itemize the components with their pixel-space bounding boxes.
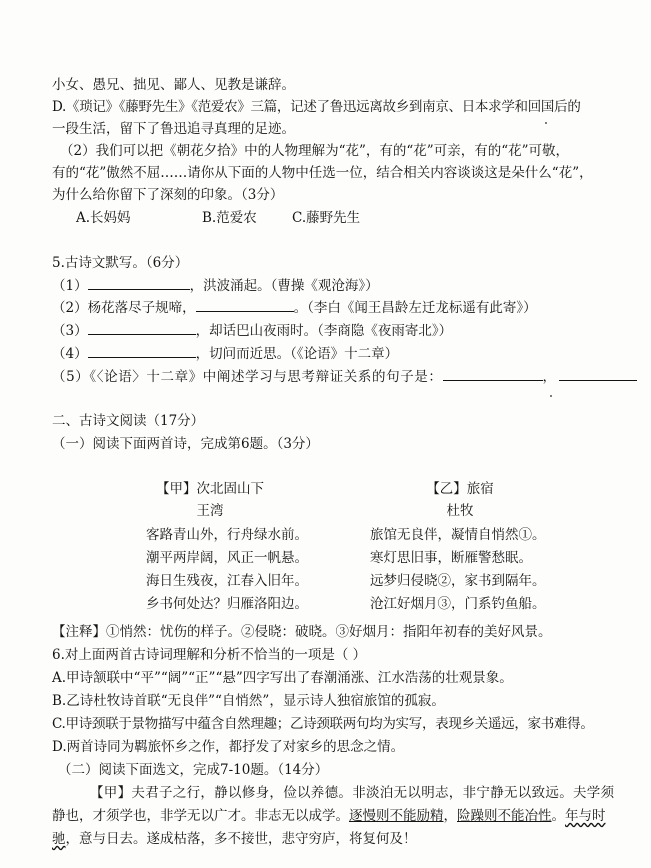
q5-5-tail: ， bbox=[542, 369, 557, 385]
q5-4-text: ，切问而近思。（《论语》十二章） bbox=[195, 346, 399, 362]
q5-3-text: ，却话巴山夜雨时。（李商隐《夜雨寄北》） bbox=[195, 323, 453, 339]
q6-option-c: C.甲诗颈联于景物描写中蕴含自然理趣；乙诗颈联两句均为实写，表现乡关遥远，家书难得。 bbox=[52, 716, 594, 732]
passage-line-2 bbox=[52, 807, 606, 825]
wavy-underlined-char: 驰 bbox=[52, 831, 66, 847]
q5-2-tail: 。（李白《闻王昌龄左迁龙标遥有此寄》） bbox=[293, 300, 537, 316]
q6-stem: 6.对上面两首古诗词理解和分析不恰当的一项是（ ） bbox=[52, 647, 367, 663]
q4-2-line3: 为什么给你留下了深刻的印象。（3分） bbox=[52, 187, 284, 203]
answer-blank-1[interactable] bbox=[88, 276, 190, 290]
poem-jia-line-3: 海日生残夜，江春入旧年。 bbox=[146, 573, 308, 589]
q5-item-2 bbox=[52, 298, 537, 317]
wavy-underlined-phrase: 年与时 bbox=[565, 808, 606, 824]
q6-option-a: A.甲诗颔联中“平”“阔”“正”“悬”四字写出了春潮涌涨、江水浩荡的壮观景象。 bbox=[52, 670, 513, 686]
poem-yi-author: 杜牧 bbox=[446, 503, 474, 519]
q5-2-text: 杨花落尽子规啼， bbox=[87, 300, 196, 316]
poem-yi-title: 【乙】旅宿 bbox=[426, 481, 494, 497]
answer-blank-5[interactable] bbox=[443, 367, 543, 381]
q6-option-b: B.乙诗杜牧诗首联“无良伴”“自悄然”，显示诗人独宿旅馆的孤寂。 bbox=[52, 693, 445, 709]
poem-yi-line-4: 沧江好烟月③，门系钓鱼船。 bbox=[370, 596, 546, 612]
q5-2-num: （2） bbox=[52, 300, 88, 316]
poem-jia-line-1: 客路青山外，行舟绿水前。 bbox=[146, 527, 308, 543]
q4-2-line2: 有的“花”傲然不屈……请你从下面的人物中任选一位，结合相关内容谈谈这是朵什么“花”， bbox=[52, 165, 593, 181]
poem-jia-line-2: 潮平两岸阔，风正一帆悬。 bbox=[146, 550, 308, 566]
answer-blank-4[interactable] bbox=[88, 344, 196, 358]
q4-option-d-line1: D.《琐记》《藤野先生》《范爱农》三篇，记述了鲁迅远离故乡到南京、日本求学和回国后的 bbox=[52, 99, 581, 115]
underlined-phrase-2: 险躁则不能冶性 bbox=[457, 808, 552, 824]
poem-jia-line-4: 乡书何处达？归雁洛阳边。 bbox=[146, 596, 308, 612]
q5-title: 5.古诗文默写。（6分） bbox=[52, 255, 189, 271]
poem-notes: 【注释】①悄然：忧伤的样子。②侵晓：破晓。③好烟月：指阳年初春的美好风景。 bbox=[52, 624, 552, 640]
q5-5-num: （5） bbox=[52, 369, 90, 385]
speck bbox=[550, 395, 552, 397]
answer-blank-6[interactable] bbox=[559, 367, 637, 381]
q5-5-text: 《〈论语〉十二章》中阐述学习与思考辩证关系的句子是： bbox=[89, 369, 443, 385]
passage-text: 静也，才须学也，非学无以广才。非志无以成学。 bbox=[52, 808, 349, 824]
poem-yi-line-3: 远梦归侵晓②，家书到隔年。 bbox=[370, 573, 546, 589]
speck bbox=[545, 122, 547, 124]
q4-option-d-line2: 一段生活，留下了鲁迅追寻真理的足迹。 bbox=[52, 121, 295, 137]
passage-line-3 bbox=[52, 830, 417, 848]
poem-yi-line-1: 旅馆无良伴，凝情自悄然①。 bbox=[370, 527, 546, 543]
answer-blank-3[interactable] bbox=[88, 321, 196, 335]
poem-jia-author: 王湾 bbox=[196, 503, 224, 519]
choice-a: A.长妈妈 bbox=[76, 210, 131, 226]
answer-blank-2[interactable] bbox=[196, 298, 294, 312]
q5-1-num: （1） bbox=[52, 278, 88, 294]
q6-option-d: D.两首诗同为羁旅怀乡之作，都抒发了对家乡的思念之情。 bbox=[52, 739, 405, 755]
underlined-phrase-1: 逐慢则不能励精 bbox=[349, 808, 444, 824]
section2-sub1: （一）阅读下面两首诗，完成第6题。（3分） bbox=[52, 436, 319, 452]
choice-b: B.范爱农 bbox=[202, 210, 257, 226]
q5-1-text: ，洪波涌起。（曹操《观沧海》） bbox=[189, 278, 379, 294]
passage-period: 。 bbox=[551, 808, 565, 824]
section2-sub2: （二）阅读下面选文，完成7-10题。（14分） bbox=[58, 762, 329, 778]
passage-line-1: 【甲】夫君子之行，静以修身，俭以养德。非淡泊无以明志，非宁静无以致远。夫学须 bbox=[90, 785, 615, 801]
passage-comma: ， bbox=[443, 808, 457, 824]
q4-2-line1: （2）我们可以把《朝花夕拾》中的人物理解为“花”，有的“花”可亲，有的“花”可敬， bbox=[60, 143, 569, 159]
passage-text: ，意与日去。遂成枯落，多不接世，悲守穷庐，将复何及！ bbox=[65, 831, 417, 847]
q5-3-num: （3） bbox=[52, 323, 88, 339]
poem-jia-title: 【甲】次北固山下 bbox=[156, 481, 264, 497]
choice-c: C.藤野先生 bbox=[292, 210, 361, 226]
q5-item-4 bbox=[52, 344, 398, 363]
q5-4-num: （4） bbox=[52, 346, 88, 362]
q4-option-c-tail: 小女、愚兄、拙见、鄙人、见教是谦辞。 bbox=[52, 77, 295, 93]
q5-item-3 bbox=[52, 321, 452, 340]
section2-title: 二、古诗文阅读（17分） bbox=[52, 413, 205, 429]
q5-item-5 bbox=[52, 367, 637, 386]
q5-item-1 bbox=[52, 276, 379, 295]
poem-yi-line-2: 寒灯思旧事，断雁警愁眠。 bbox=[370, 550, 532, 566]
